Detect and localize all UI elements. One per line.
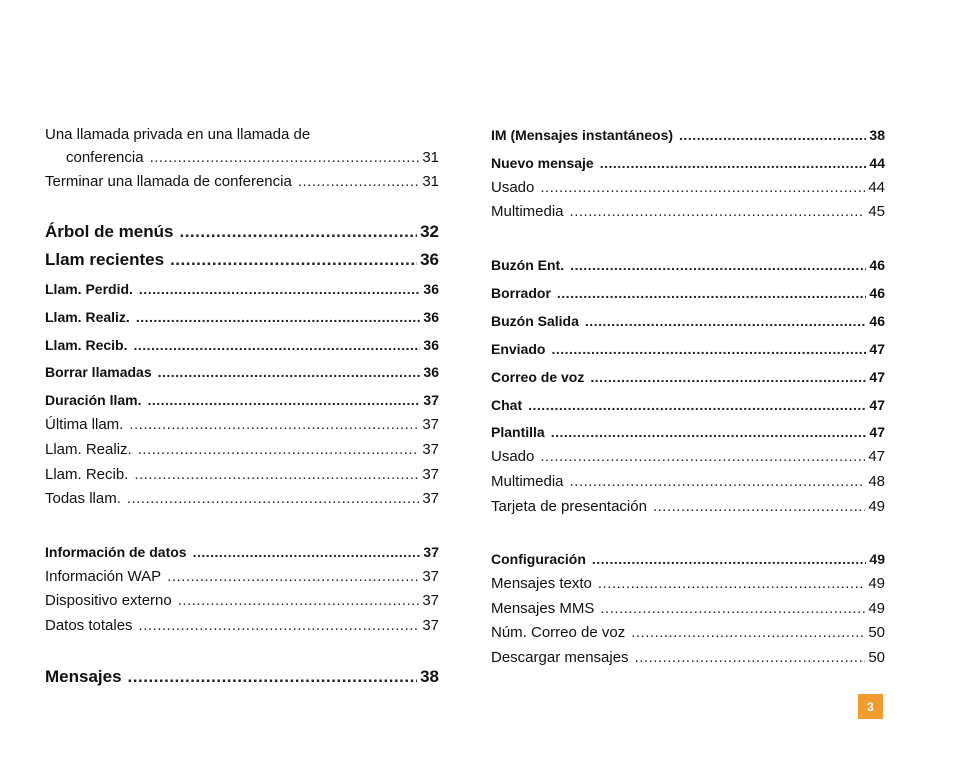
toc-entry-page: 37 (423, 392, 439, 408)
dot-leader (557, 285, 867, 301)
toc-entry-page: 36 (423, 281, 439, 297)
dot-leader (298, 173, 420, 190)
toc-entry-page: 38 (420, 667, 439, 686)
toc-entry-title: IM (Mensajes instantáneos) (491, 127, 674, 143)
toc-entry-title: Mensajes texto (491, 575, 592, 592)
dot-leader (540, 448, 865, 465)
toc-entry-title: Núm. Correo de voz (491, 624, 626, 641)
toc-entry[interactable] (45, 149, 439, 166)
toc-entry-page: 47 (869, 397, 885, 413)
toc-entry-page: 47 (869, 424, 885, 440)
dot-leader (679, 127, 866, 143)
dot-leader (147, 392, 420, 408)
toc-entry-page: 49 (868, 498, 885, 515)
dot-leader (540, 179, 865, 196)
toc-entry-title: Una llamada privada en una llamada de (45, 126, 311, 143)
dot-leader (139, 617, 420, 634)
toc-entry-page: 36 (420, 250, 439, 269)
toc-entry-page: 48 (868, 473, 885, 490)
toc-entry-title: Datos totales (45, 617, 133, 634)
toc-entry[interactable] (45, 281, 439, 297)
dot-leader (551, 341, 866, 357)
toc-entry-page: 50 (868, 649, 885, 666)
toc-entry-title: Todas llam. (45, 490, 121, 507)
toc-entry[interactable] (45, 466, 439, 483)
dot-leader (528, 397, 866, 413)
toc-entry[interactable] (491, 624, 885, 641)
toc-entry[interactable] (491, 397, 885, 413)
dot-leader (127, 490, 419, 507)
toc-entry-page: 32 (420, 222, 439, 241)
toc-entry-page: 37 (422, 441, 439, 458)
toc-entry-page: 47 (868, 448, 885, 465)
toc-entry-title: Buzón Salida (491, 313, 579, 329)
toc-entry-title: Buzón Ent. (491, 257, 565, 273)
dot-leader (570, 473, 866, 490)
toc-entry[interactable] (491, 313, 885, 329)
toc-entry-title: Llam. Realiz. (45, 309, 130, 325)
dot-leader (179, 222, 417, 242)
toc-entry[interactable] (491, 179, 885, 196)
dot-leader (570, 203, 866, 220)
toc-entry[interactable] (491, 498, 885, 515)
toc-entry[interactable] (45, 416, 439, 433)
toc-entry-page: 47 (869, 341, 885, 357)
toc-entry-title: Información WAP (45, 568, 162, 585)
toc-entry[interactable] (45, 544, 439, 560)
dot-leader (170, 250, 417, 270)
page-number-badge: 3 (858, 694, 883, 719)
toc-entry-page: 46 (869, 313, 885, 329)
toc-entry-page: 44 (868, 179, 885, 196)
toc-entry-page: 46 (869, 257, 885, 273)
toc-entry[interactable] (491, 369, 885, 385)
toc-entry[interactable] (491, 285, 885, 301)
dot-leader (590, 369, 866, 385)
toc-entry-title: Multimedia (491, 203, 564, 220)
toc-entry[interactable] (45, 667, 439, 687)
toc-entry-page: 46 (869, 285, 885, 301)
toc-entry-title: Última llam. (45, 416, 124, 433)
toc-entry[interactable] (491, 551, 885, 567)
toc-entry-title: Usado (491, 179, 535, 196)
toc-entry-title: Dispositivo externo (45, 592, 172, 609)
toc-entry-page: 49 (868, 575, 885, 592)
toc-entry[interactable] (491, 341, 885, 357)
toc-entry-title: Borrador (491, 285, 551, 301)
toc-entry[interactable] (45, 617, 439, 634)
dot-leader (631, 624, 865, 641)
toc-entry-title: Plantilla (491, 424, 545, 440)
dot-leader (600, 155, 867, 171)
toc-entry[interactable] (45, 592, 439, 609)
dot-leader (570, 257, 866, 273)
toc-entry[interactable] (491, 127, 885, 143)
toc-entry-page: 31 (422, 149, 439, 166)
dot-leader (551, 424, 867, 440)
dot-leader (193, 544, 421, 560)
toc-entry-title: Borrar llamadas (45, 364, 152, 380)
dot-leader (600, 600, 865, 617)
toc-entry[interactable] (45, 490, 439, 507)
toc-entry-page: 45 (868, 203, 885, 220)
toc-entry-title: Mensajes MMS (491, 600, 595, 617)
dot-leader (129, 416, 419, 433)
toc-entry[interactable] (45, 309, 439, 325)
dot-leader (158, 364, 421, 380)
toc-entry[interactable] (45, 441, 439, 458)
toc-entry-page: 50 (868, 624, 885, 641)
toc-entry-title: Llam. Recib. (45, 337, 128, 353)
dot-leader (592, 551, 867, 567)
toc-entry-page: 44 (869, 155, 885, 171)
toc-entry-title: Descargar mensajes (491, 649, 629, 666)
toc-entry[interactable] (45, 173, 439, 190)
toc-entry[interactable] (491, 155, 885, 171)
toc-entry[interactable] (491, 203, 885, 220)
toc-entry-title: conferencia (66, 149, 144, 166)
toc-entry-title: Duración llam. (45, 392, 142, 408)
toc-entry-title: Enviado (491, 341, 546, 357)
toc-entry[interactable] (491, 575, 885, 592)
toc-entry-page: 36 (423, 337, 439, 353)
dot-leader (178, 592, 420, 609)
dot-leader (598, 575, 865, 592)
dot-leader (653, 498, 865, 515)
toc-entry-title: Llam. Recib. (45, 466, 129, 483)
toc-entry[interactable] (45, 337, 439, 353)
toc-entry-title: Información de datos (45, 544, 187, 560)
toc-entry[interactable] (491, 473, 885, 490)
toc-entry-title: Correo de voz (491, 369, 585, 385)
dot-leader (167, 568, 419, 585)
toc-entry-page: 36 (423, 309, 439, 325)
dot-leader (139, 281, 421, 297)
toc-entry[interactable] (491, 649, 885, 666)
toc-entry-page: 37 (423, 544, 439, 560)
toc-entry-page: 36 (423, 364, 439, 380)
dot-leader (150, 149, 420, 166)
toc-entry-page: 37 (422, 592, 439, 609)
toc-entry-page: 37 (422, 466, 439, 483)
toc-entry[interactable] (45, 392, 439, 408)
toc-entry-page: 37 (422, 568, 439, 585)
toc-entry-title: Terminar una llamada de conferencia (45, 173, 292, 190)
toc-entry[interactable] (491, 448, 885, 465)
toc-entry[interactable] (491, 600, 885, 617)
toc-entry[interactable] (491, 257, 885, 273)
dot-leader (133, 337, 420, 353)
toc-entry-title: Nuevo mensaje (491, 155, 594, 171)
toc-entry-page: 37 (422, 490, 439, 507)
toc-entry-title: Multimedia (491, 473, 564, 490)
toc-entry[interactable] (45, 568, 439, 585)
toc-entry-title: Llam recientes (45, 250, 165, 269)
toc-entry-page: 47 (869, 369, 885, 385)
toc-entry[interactable] (45, 222, 439, 242)
toc-entry-page: 49 (869, 551, 885, 567)
toc-entry-title: Chat (491, 397, 523, 413)
toc-entry-title: Árbol de menús (45, 222, 174, 241)
toc-entry-page: 38 (869, 127, 885, 143)
dot-leader (635, 649, 866, 666)
dot-leader (136, 309, 421, 325)
dot-leader (138, 441, 420, 458)
toc-entry-title: Llam. Perdid. (45, 281, 133, 297)
dot-leader (585, 313, 867, 329)
toc-entry-page: 37 (422, 617, 439, 634)
toc-entry-title: Tarjeta de presentación (491, 498, 647, 515)
toc-entry-page: 37 (422, 416, 439, 433)
toc-entry[interactable] (45, 250, 439, 270)
toc-entry[interactable] (491, 424, 885, 440)
dot-leader (128, 667, 418, 687)
toc-entry-title: Configuración (491, 551, 586, 567)
toc-entry-title: Llam. Realiz. (45, 441, 132, 458)
toc-entry[interactable] (45, 364, 439, 380)
dot-leader (134, 466, 419, 483)
toc-entry-page: 49 (868, 600, 885, 617)
toc-entry-title: Usado (491, 448, 535, 465)
toc-entry-title: Mensajes (45, 667, 122, 686)
toc-entry-page: 31 (422, 173, 439, 190)
